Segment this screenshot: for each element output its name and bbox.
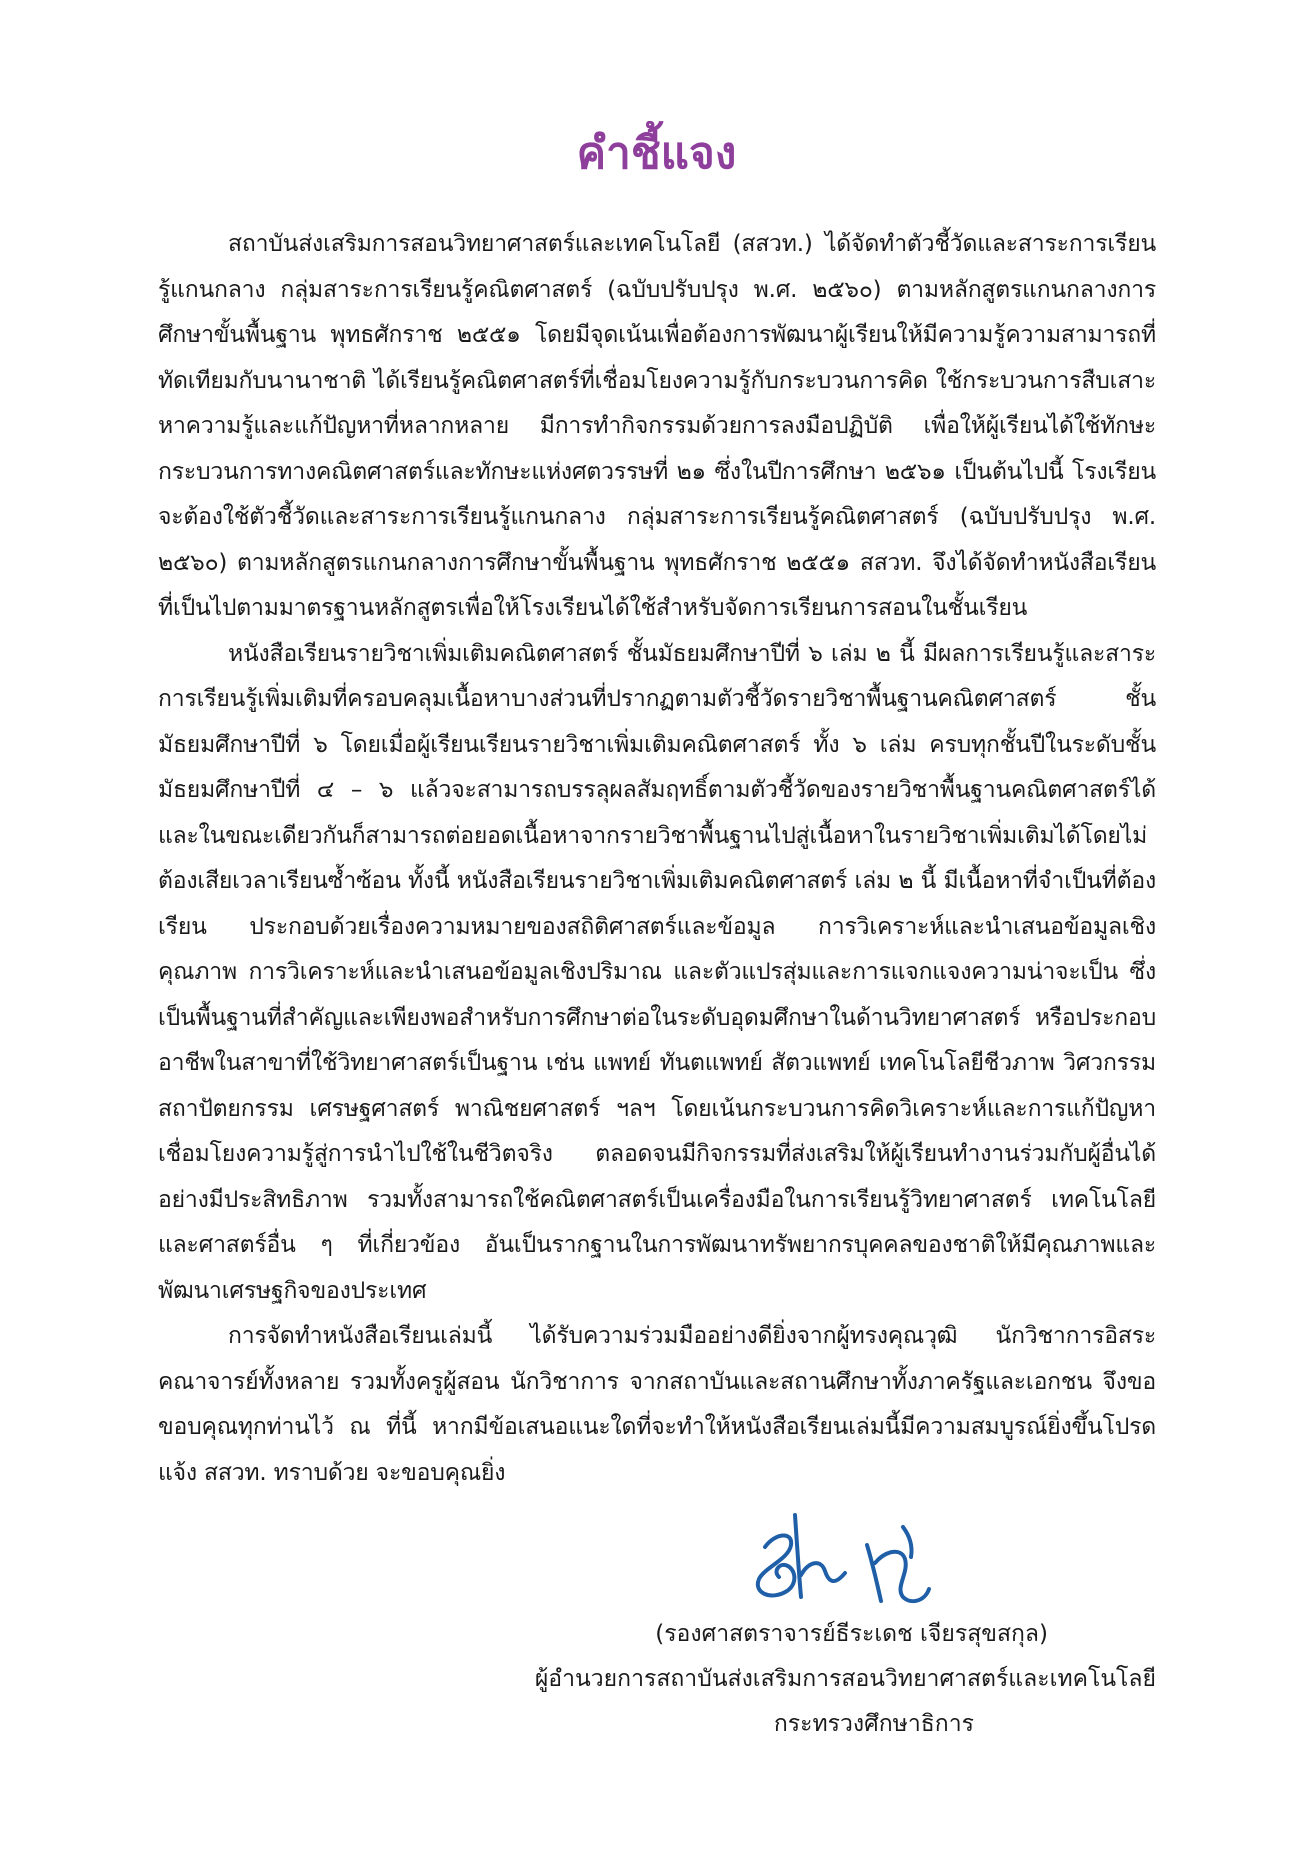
paragraph-2: หนังสือเรียนรายวิชาเพิ่มเติมคณิตศาสตร์ ชั้นมัธยมศึกษาปีที่ ๖ เล่ม ๒ นี้ มีผลการเรียนรู้และสาระการเรียนรู้เพิ่มเติมที่ครอบคลุมเนื้อหาบางส่วนที่ปรากฏตามตัวชี้วัดรายวิชาพื้นฐานคณิตศาสตร์ ชั้นมัธยมศึกษาปีที่ ๖ โดยเมื่อผู้เรียนเรียนรายวิชาเพิ่มเติมคณิตศาสตร์ ทั้ง ๖ เล่ม ครบทุกชั้นปีในระดับชั้นมัธยมศึกษาปีที่ ๔ – ๖ แล้วจะสามารถบรรลุผลสัมฤทธิ์ตามตัวชี้วัดของรายวิชาพื้นฐานคณิตศาสตร์ได้ และในขณะเดียวกันก็สามารถต่อยอดเนื้อหาจากรายวิชาพื้นฐานไปสู่เนื้อหาในรายวิชาเพิ่มเติมได้โดยไม่ต้องเสียเวลาเรียนซ้ำซ้อน ทั้งนี้ หนังสือเรียนรายวิชาเพิ่มเติมคณิตศาสตร์ เล่ม ๒ นี้ มีเนื้อหาที่จำเป็นที่ต้องเรียน ประกอบด้วยเรื่องความหมายของสถิติศาสตร์และข้อมูล การวิเคราะห์และนำเสนอข้อมูลเชิงคุณภาพ การวิเคราะห์และนำเสนอข้อมูลเชิงปริมาณ และตัวแปรสุ่มและการแจกแจงความน่าจะเป็น ซึ่งเป็นพื้นฐานที่สำคัญและเพียงพอสำหรับการศึกษาต่อในระดับอุดมศึกษาในด้านวิทยาศาสตร์ หรือประกอบอาชีพในสาขาที่ใช้วิทยาศาสตร์เป็นฐาน เช่น แพทย์ ทันตแพทย์ สัตวแพทย์ เทคโนโลยีชีวภาพ วิศวกรรม สถาปัตยกรรม เศรษฐศาสตร์ พาณิชยศาสตร์ ฯลฯ โดยเน้นกระบวนการคิดวิเคราะห์และการแก้ปัญหา เชื่อมโยงความรู้สู่การนำไปใช้ในชีวิตจริง ตลอดจนมีกิจกรรมที่ส่งเสริมให้ผู้เรียนทำงานร่วมกับผู้อื่นได้อย่างมีประสิทธิภาพ รวมทั้งสามารถใช้คณิตศาสตร์เป็นเครื่องมือในการเรียนรู้วิทยาศาสตร์ เทคโนโลยี และศาสตร์อื่น ๆ ที่เกี่ยวข้อง อันเป็นรากฐานในการพัฒนาทรัพยากรบุคคลของชาติให้มีคุณภาพและพัฒนาเศรษฐกิจของประเทศ [158, 640, 1156, 1304]
signature-stroke-4 [867, 1545, 929, 1601]
signer-ministry: กระทรวงศึกษาธิการ [773, 1711, 974, 1737]
page-title: คำชี้แจง [576, 128, 737, 179]
signer-position: ผู้อำนวยการสถาบันส่งเสริมการสอนวิทยาศาสตร์และเทคโนโลยี [534, 1666, 1156, 1692]
signature-stroke-5 [903, 1527, 912, 1557]
signer-block [520, 1612, 1156, 1747]
body-text [158, 222, 1156, 1496]
paragraph-3: การจัดทำหนังสือเรียนเล่มนี้ ได้รับความร่วมมืออย่างดียิ่งจากผู้ทรงคุณวุฒิ นักวิชาการอิสระ คณาจารย์ทั้งหลาย รวมทั้งครูผู้สอน นักวิชาการ จากสถาบันและสถานศึกษาทั้งภาครัฐและเอกชน จึงขอขอบคุณทุกท่านไว้ ณ ที่นี้ หากมีข้อเสนอแนะใดที่จะทำให้หนังสือเรียนเล่มนี้มีความสมบูรณ์ยิ่งขึ้นโปรดแจ้ง สสวท. ทราบด้วย จะขอบคุณยิ่ง [158, 1323, 1156, 1486]
handwritten-signature [735, 1505, 965, 1615]
signature-stroke-3 [801, 1563, 845, 1581]
signature-stroke-2 [795, 1515, 801, 1597]
paragraph-1: สถาบันส่งเสริมการสอนวิทยาศาสตร์และเทคโนโลยี (สสวท.) ได้จัดทำตัวชี้วัดและสาระการเรียนรู้แกนกลาง กลุ่มสาระการเรียนรู้คณิตศาสตร์ (ฉบับปรับปรุง พ.ศ. ๒๕๖๐) ตามหลักสูตรแกนกลางการศึกษาขั้นพื้นฐาน พุทธศักราช ๒๕๕๑ โดยมีจุดเน้นเพื่อต้องการพัฒนาผู้เรียนให้มีความรู้ความสามารถที่ทัดเทียมกับนานาชาติ ได้เรียนรู้คณิตศาสตร์ที่เชื่อมโยงความรู้กับกระบวนการคิด ใช้กระบวนการสืบเสาะหาความรู้และแก้ปัญหาที่หลากหลาย มีการทำกิจกรรมด้วยการลงมือปฏิบัติ เพื่อให้ผู้เรียนได้ใช้ทักษะกระบวนการทางคณิตศาสตร์และทักษะแห่งศตวรรษที่ ๒๑ ซึ่งในปีการศึกษา ๒๕๖๑ เป็นต้นไปนี้ โรงเรียนจะต้องใช้ตัวชี้วัดและสาระการเรียนรู้แกนกลาง กลุ่มสาระการเรียนรู้คณิตศาสตร์ (ฉบับปรับปรุง พ.ศ. ๒๕๖๐) ตามหลักสูตรแกนกลางการศึกษาขั้นพื้นฐาน พุทธศักราช ๒๕๕๑ สสวท. จึงได้จัดทำหนังสือเรียนที่เป็นไปตามมาตรฐานหลักสูตรเพื่อให้โรงเรียนได้ใช้สำหรับจัดการเรียนการสอนในชั้นเรียน [158, 231, 1156, 621]
signature-stroke-1 [758, 1535, 795, 1595]
signer-name: (รองศาสตราจารย์ธีระเดช เจียรสุขสกุล) [655, 1621, 1048, 1647]
